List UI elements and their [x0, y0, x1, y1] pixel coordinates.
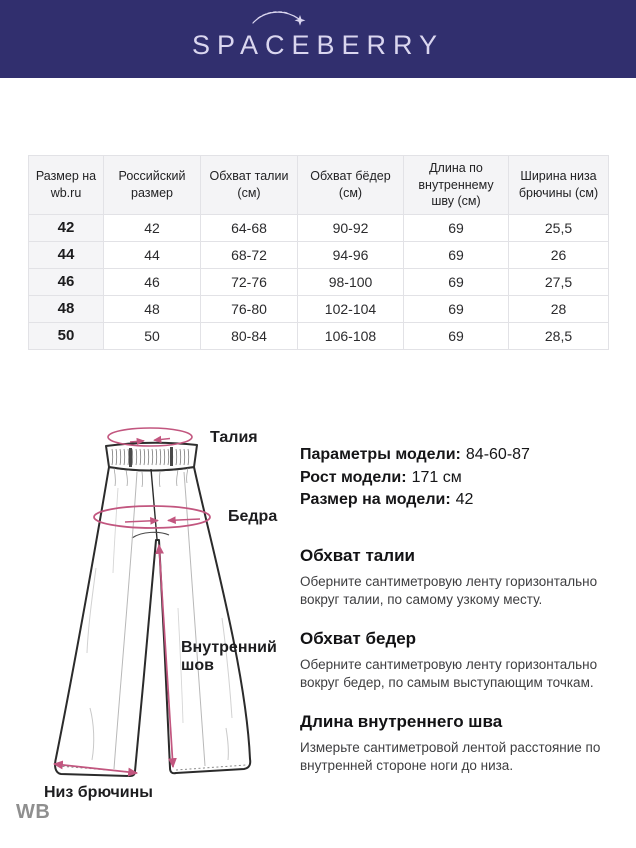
cell-ru-size: 48	[104, 295, 201, 322]
guide-section-waist	[300, 545, 626, 610]
cell-size: 42	[29, 214, 104, 241]
brand-logo	[192, 20, 444, 59]
guide-section-inseam	[300, 711, 626, 776]
guide-hips-heading: Обхват бедер	[300, 628, 417, 648]
cell-size: 50	[29, 322, 104, 349]
size-table	[28, 155, 609, 350]
model-params-line	[300, 444, 626, 467]
cell-inseam: 69	[404, 295, 509, 322]
cell-size: 48	[29, 295, 104, 322]
guide-waist-heading: Обхват талии	[300, 545, 415, 565]
model-params-label: Параметры модели:	[300, 446, 461, 463]
cell-hips: 98-100	[298, 268, 404, 295]
header-cell-waist: Обхват талии (см)	[201, 156, 298, 215]
model-height-label: Рост модели:	[300, 468, 407, 486]
guide-section-hips	[300, 628, 626, 693]
hem-label: Низ брючины	[44, 784, 153, 801]
header-cell-wb-size: Размер на wb.ru	[29, 156, 104, 215]
size-table-header-row	[29, 156, 609, 215]
header-cell-hips: Обхват бёдер (см)	[298, 156, 404, 215]
cell-waist: 76-80	[201, 295, 298, 322]
model-params-value: 84-60-87	[465, 446, 530, 463]
waist-label: Талия	[210, 429, 258, 446]
table-row	[29, 241, 609, 268]
cell-size: 46	[29, 268, 104, 295]
pants-drawing	[30, 418, 298, 820]
cell-hips: 106-108	[298, 322, 404, 349]
header-cell-ru-size: Российский размер	[104, 156, 201, 215]
model-info	[300, 444, 626, 512]
cell-inseam: 69	[404, 214, 509, 241]
cell-hem-width: 28	[509, 295, 609, 322]
wb-watermark: WB	[16, 801, 51, 823]
cell-hips: 94-96	[298, 241, 404, 268]
cell-waist: 64-68	[201, 214, 298, 241]
brand-logo-text: SPACEBERRY	[191, 29, 445, 60]
header-cell-inseam: Длина по внутреннему шву (см)	[404, 156, 509, 215]
guide-inseam-text: Измерьте сантиметровой лентой расстояние по внутренней стороне ноги до низа.	[300, 739, 601, 773]
inseam-label: Внутренний шов	[181, 639, 277, 674]
table-row	[29, 214, 609, 241]
size-table-section	[28, 155, 609, 350]
guide-waist-text: Оберните сантиметровую ленту горизонтально вокруг талии, по самому узкому месту.	[300, 573, 598, 607]
cell-size: 44	[29, 241, 104, 268]
cell-waist: 68-72	[201, 241, 298, 268]
measure-guide	[300, 545, 626, 776]
cell-inseam: 69	[404, 322, 509, 349]
cell-hem-width: 26	[509, 241, 609, 268]
cell-hips: 102-104	[298, 295, 404, 322]
cell-ru-size: 42	[104, 214, 201, 241]
pants-figure	[30, 418, 298, 820]
cell-hips: 90-92	[298, 214, 404, 241]
model-size-label: Размер на модели:	[300, 491, 451, 508]
cell-inseam: 69	[404, 241, 509, 268]
brand-header	[0, 0, 636, 78]
table-row	[29, 295, 609, 322]
header-cell-hem-width: Ширина низа брючины (см)	[509, 156, 609, 215]
model-size-line	[300, 489, 626, 512]
cell-inseam: 69	[404, 268, 509, 295]
info-column	[300, 444, 626, 794]
cell-hem-width: 25,5	[509, 214, 609, 241]
cell-waist: 72-76	[201, 268, 298, 295]
table-row	[29, 322, 609, 349]
hips-label: Бедра	[228, 508, 278, 525]
cell-hem-width: 28,5	[509, 322, 609, 349]
guide-hips-text: Оберните сантиметровую ленту горизонтально вокруг бедер, по самым выступающим точкам.	[300, 656, 598, 690]
cell-ru-size: 50	[104, 322, 201, 349]
table-row	[29, 268, 609, 295]
guide-inseam-heading: Длина внутреннего шва	[300, 711, 503, 731]
cell-ru-size: 46	[104, 268, 201, 295]
model-size-value: 42	[455, 491, 474, 508]
cell-waist: 80-84	[201, 322, 298, 349]
model-height-value: 171 см	[411, 468, 462, 486]
model-height-line	[300, 467, 626, 490]
comet-icon	[250, 6, 312, 36]
cell-hem-width: 27,5	[509, 268, 609, 295]
cell-ru-size: 44	[104, 241, 201, 268]
